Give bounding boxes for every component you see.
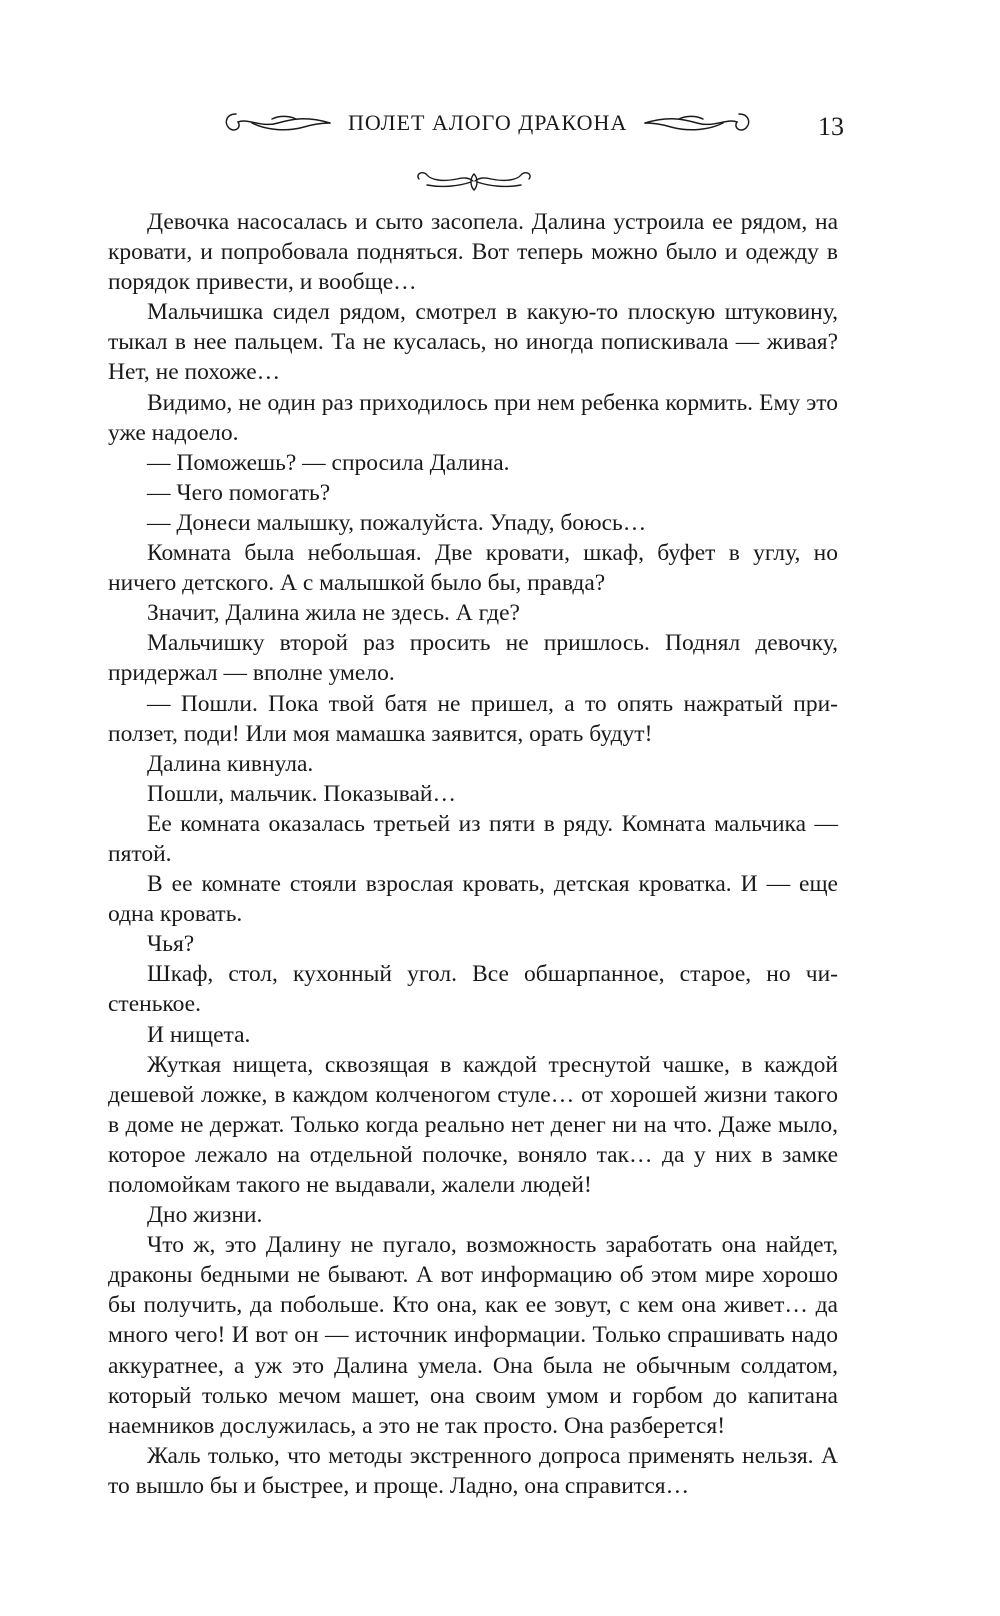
- paragraph: Видимо, не один раз приходилось при нем ребенка кормить. Ему это уже надоело.: [108, 389, 838, 446]
- paragraph: Пошли, мальчик. Показывай…: [147, 780, 457, 807]
- paragraph: Мальчишка сидел рядом, смотрел в какую-то плоскую штуковину, тыкал в нее пальцем. Та не кусалась, но иногда попискивала — живая? Нет, не похоже…: [108, 299, 838, 386]
- paragraph: Чья?: [147, 931, 195, 958]
- paragraph: — Пошли. Пока твой батя не пришел, а то опять нажратый приползет, поди! Или моя мамашка заявится, орать будут!: [108, 690, 838, 747]
- paragraph: — Донеси малышку, пожалуйста. Упаду, боюсь…: [147, 509, 647, 536]
- paragraph: Жаль только, что методы экстренного допроса применять нельзя. А то вышло бы и быстрее, и проще. Ладно, она справится…: [108, 1442, 838, 1499]
- paragraph: — Поможешь? — спросила Далина.: [147, 449, 510, 476]
- paragraph: Комната была небольшая. Две кровати, шкаф, буфет в углу, но ничего детского. А с малышкой было бы, правда?: [108, 540, 838, 597]
- paragraph: Девочка насосалась и сыто засопела. Далина устроила ее рядом, на кровати, и попробовала подняться. Вот теперь можно было и одежду в порядок привести, и вообще…: [108, 209, 838, 296]
- running-header: [222, 110, 753, 136]
- paragraph: Далина кивнула.: [147, 750, 314, 777]
- page-number: 13: [818, 112, 844, 141]
- left-flourish-ornament: [222, 110, 334, 136]
- body-text: [108, 207, 838, 1501]
- paragraph: — Чего помогать?: [147, 479, 331, 506]
- right-flourish-ornament: [641, 110, 753, 136]
- paragraph: Шкаф, стол, кухонный угол. Все обшарпанное, старое, но чистенькое.: [108, 961, 838, 1018]
- paragraph: В ее комнате стояли взрослая кровать, детская кроватка. И — еще одна кровать.: [108, 871, 838, 928]
- paragraph: Мальчишку второй раз просить не пришлось. Поднял девочку, придержал — вполне умело.: [108, 630, 838, 687]
- paragraph: Жуткая нищета, сквозящая в каждой треснутой чашке, в каждой дешевой ложке, в каждом колченогом стуле… от хорошей жизни такого в доме не держат. Только когда реально нет денег ни на что. Даже мыло, которое лежало на отдельной полочке, воняло так… да у них в замке поломойкам такого не выдавали, жалели людей!: [108, 1051, 838, 1198]
- chapter-divider-ornament: [413, 168, 535, 194]
- paragraph: Значит, Далина жила не здесь. А где?: [147, 600, 520, 627]
- paragraph: Ее комната оказалась третьей из пяти в ряду. Комната мальчика — пятой.: [108, 810, 838, 867]
- running-head-title: ПОЛЕТ АЛОГО ДРАКОНА: [348, 110, 628, 135]
- paragraph: Дно жизни.: [147, 1202, 263, 1229]
- paragraph: И нищета.: [147, 1021, 251, 1048]
- paragraph: Что ж, это Далину не пугало, возможность заработать она найдет, драконы бедными не бывают. А вот информацию об этом мире хорошо бы получить, да побольше. Кто она, как ее зовут, с кем она живет… да много чего! И вот он — источник информации. Только спрашивать надо аккуратнее, а уж это Далина умела. Она была не обычным солдатом, который только мечом машет, она своим умом и горбом до капитана наемников дослужилась, а это не так просто. Она разберется!: [108, 1232, 838, 1439]
